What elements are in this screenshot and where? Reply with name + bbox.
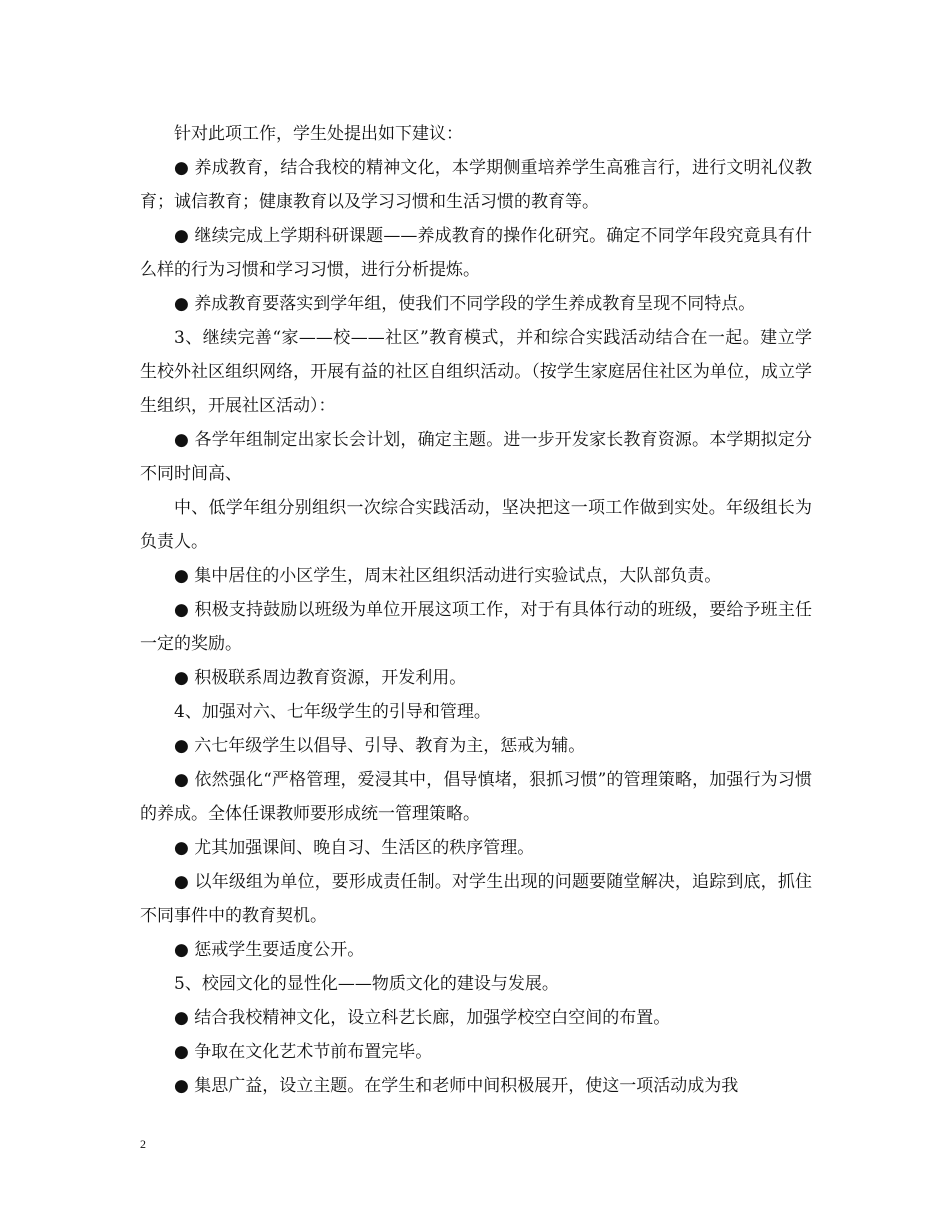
section-heading-paragraph: 4、加强对六、七年级学生的引导和管理。 bbox=[174, 702, 491, 722]
bullet-paragraph: ● 依然强化“严格管理，爱浸其中，倡导慎堵，狠抓习惯”的管理策略，加强行为习惯的养成。全体任课教师要形成统一管理策略。 bbox=[140, 770, 812, 824]
bullet-paragraph: ● 养成教育，结合我校的精神文化，本学期侧重培养学生高雅言行，进行文明礼仪教育；诚信教育；健康教育以及学习习惯和生活习惯的教育等。 bbox=[140, 158, 812, 212]
bullet-paragraph: ● 结合我校精神文化，设立科艺长廊，加强学校空白空间的布置。 bbox=[174, 1008, 671, 1028]
bullet-paragraph: ● 以年级组为单位，要形成责任制。对学生出现的问题要随堂解决，追踪到底，抓住不同事件中的教育契机。 bbox=[140, 872, 812, 926]
bullet-paragraph: ● 集思广益，设立主题。在学生和老师中间积极展开，使这一项活动成为我 bbox=[174, 1076, 739, 1096]
bullet-paragraph: ● 惩戒学生要适度公开。 bbox=[174, 940, 365, 960]
bullet-paragraph: ● 六七年级学生以倡导、引导、教育为主，惩戒为辅。 bbox=[174, 736, 586, 756]
bullet-paragraph: ● 集中居住的小区学生，周末社区组织活动进行实验试点，大队部负责。 bbox=[174, 566, 722, 586]
section-heading-paragraph: 3、继续完善“家——校——社区”教育模式，并和综合实践活动结合在一起。建立学生校外社区组织网络，开展有益的社区自组织活动。（按学生家庭居住社区为单位，成立学生组织，开展社区活动）： bbox=[140, 328, 812, 416]
bullet-paragraph: ● 积极联系周边教育资源，开发利用。 bbox=[174, 668, 467, 688]
bullet-paragraph: ● 各学年组制定出家长会计划，确定主题。进一步开发家长教育资源。本学期拟定分不同时间高、 bbox=[140, 430, 812, 484]
paragraph: 针对此项工作，学生处提出如下建议： bbox=[174, 124, 463, 144]
bullet-paragraph: ● 争取在文化艺术节前布置完毕。 bbox=[174, 1042, 433, 1062]
bullet-paragraph: ● 尤其加强课间、晚自习、生活区的秩序管理。 bbox=[174, 838, 535, 858]
bullet-paragraph: ● 继续完成上学期科研课题——养成教育的操作化研究。确定不同学年段究竟具有什么样的行为习惯和学习习惯，进行分析提炼。 bbox=[140, 226, 812, 280]
page-number: 2 bbox=[140, 1137, 146, 1151]
paragraph: 中、低学年组分别组织一次综合实践活动，坚决把这一项工作做到实处。年级组长为负责人。 bbox=[140, 498, 812, 552]
section-heading-paragraph: 5、校园文化的显性化——物质文化的建设与发展。 bbox=[174, 974, 559, 994]
bullet-paragraph: ● 积极支持鼓励以班级为单位开展这项工作，对于有具体行动的班级，要给予班主任一定的奖励。 bbox=[140, 600, 812, 654]
bullet-paragraph: ● 养成教育要落实到学年组，使我们不同学段的学生养成教育呈现不同特点。 bbox=[174, 294, 756, 314]
document-body bbox=[140, 117, 812, 1103]
